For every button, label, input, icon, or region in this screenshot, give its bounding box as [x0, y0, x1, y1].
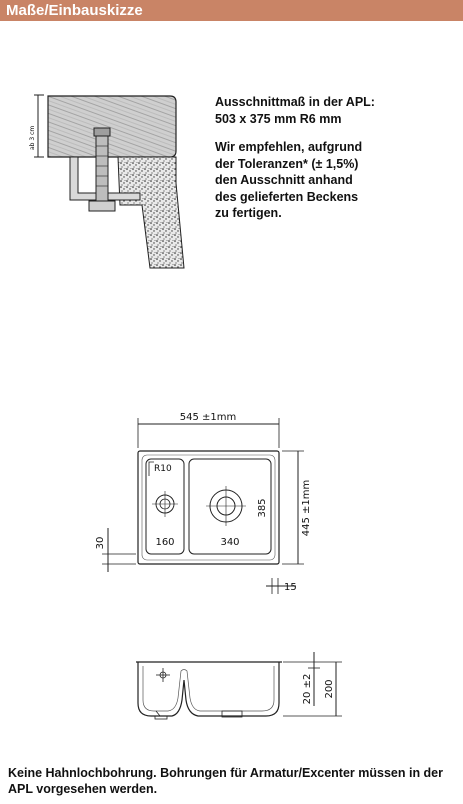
- radius-label: R10: [154, 464, 172, 474]
- bowl-left-label: 160: [155, 537, 175, 548]
- cutout-dimension-text: Ausschnittmaß in der APL: 503 x 375 mm R6 mm: [215, 95, 375, 126]
- tolerance-recommendation-text: Wir empfehlen, aufgrund der Toleranzen* (± 1,5%) den Ausschnitt anhand des gelieferten Beckens zu fertigen.: [215, 140, 363, 220]
- section-title: Maße/Einbauskizze: [6, 2, 143, 19]
- width-label: 545 ±1mm: [179, 412, 237, 423]
- rim-depth-label: 20 ±2: [302, 673, 313, 705]
- inner-height-label: 385: [257, 498, 268, 518]
- rim-label: 15: [284, 582, 297, 593]
- footer-note: Keine Hahnlochbohrung. Bohrungen für Armatur/Excenter müssen in der APL vorgesehen werden.: [8, 766, 444, 796]
- bottom-offset-label: 30: [95, 536, 106, 550]
- height-label: 445 ±1mm: [301, 479, 312, 537]
- depth-label: 200: [324, 679, 335, 699]
- thickness-label: ab 3 cm: [29, 125, 36, 150]
- bowl-right-label: 340: [220, 537, 240, 548]
